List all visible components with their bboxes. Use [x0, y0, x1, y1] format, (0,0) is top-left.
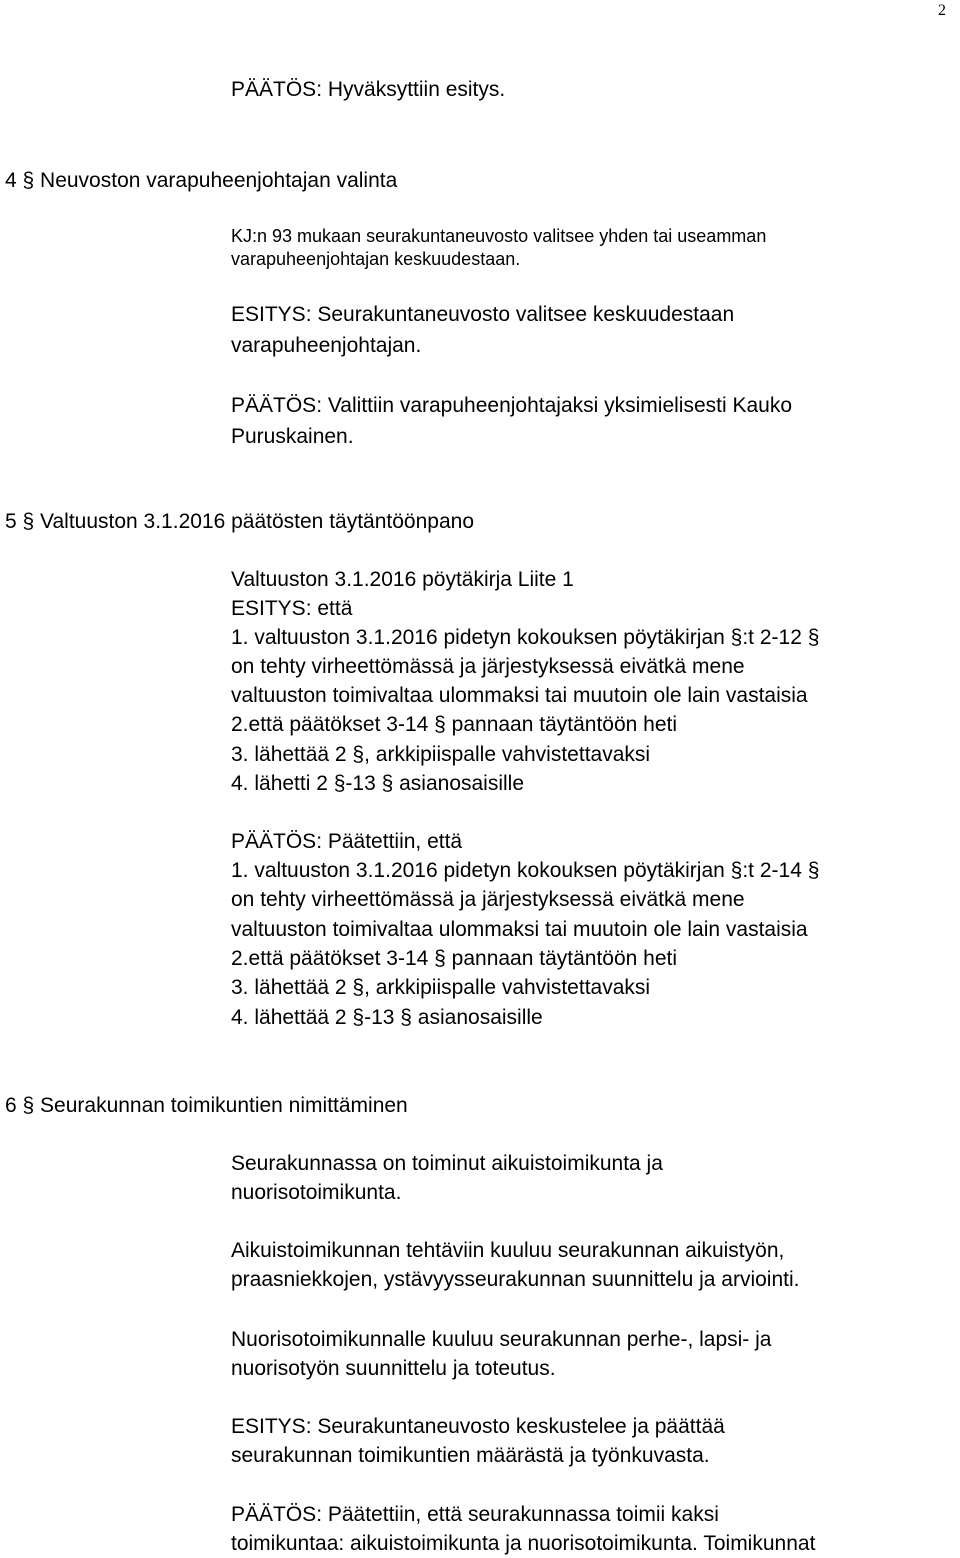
body-line: Valtuuston 3.1.2016 pöytäkirja Liite 1 [231, 568, 574, 591]
list-line: 3. lähettää 2 §, arkkipiispalle vahvistettavaksi [231, 743, 651, 766]
proposal-line: ESITYS: Seurakuntaneuvosto keskustelee ja päättää [231, 1415, 725, 1438]
list-line: 2.että päätökset 3-14 § pannaan täytäntöön heti [231, 947, 678, 970]
list-line: on tehty virheettömässä ja järjestyksessä eivätkä mene [231, 655, 745, 678]
list-line: valtuuston toimivaltaa ulommaksi tai muutoin ole lain vastaisia [231, 918, 808, 941]
body-line: KJ:n 93 mukaan seurakuntaneuvosto valitsee yhden tai useamman [231, 226, 767, 246]
decision-line: Puruskainen. [231, 425, 354, 448]
decision-line: PÄÄTÖS: Päätettiin, että [231, 830, 463, 853]
list-line: 4. lähettää 2 §-13 § asianosaisille [231, 1006, 543, 1029]
list-line: 3. lähettää 2 §, arkkipiispalle vahvistettavaksi [231, 976, 651, 999]
proposal-line: ESITYS: että [231, 597, 353, 620]
body-line: Nuorisotoimikunnalle kuuluu seurakunnan perhe-, lapsi- ja [231, 1328, 772, 1351]
page-number: 2 [938, 2, 946, 19]
list-line: 1. valtuuston 3.1.2016 pidetyn kokouksen pöytäkirjan §:t 2-12 § [231, 626, 820, 649]
proposal-line: ESITYS: Seurakuntaneuvosto valitsee keskuudestaan [231, 303, 735, 326]
decision-line: PÄÄTÖS: Päätettiin, että seurakunnassa toimii kaksi [231, 1503, 719, 1526]
body-line: nuorisotoimikunta. [231, 1181, 402, 1204]
proposal-line: seurakunnan toimikuntien määrästä ja työnkuvasta. [231, 1444, 710, 1467]
body-line: praasniekkojen, ystävyysseurakunnan suunnittelu ja arviointi. [231, 1268, 800, 1291]
decision-line: PÄÄTÖS: Valittiin varapuheenjohtajaksi yksimielisesti Kauko [231, 394, 793, 417]
decision-line: toimikuntaa: aikuistoimikunta ja nuorisotoimikunta. Toimikunnat [231, 1532, 816, 1555]
decision-line: PÄÄTÖS: Hyväksyttiin esitys. [231, 78, 506, 101]
body-line: nuorisotyön suunnittelu ja toteutus. [231, 1357, 556, 1380]
section-heading-6: 6 § Seurakunnan toimikuntien nimittäminen [5, 1094, 408, 1117]
body-line: varapuheenjohtajan keskuudestaan. [231, 249, 521, 269]
body-line: Seurakunnassa on toiminut aikuistoimikunta ja [231, 1152, 663, 1175]
list-line: on tehty virheettömässä ja järjestyksessä eivätkä mene [231, 888, 745, 911]
section-heading-4: 4 § Neuvoston varapuheenjohtajan valinta [5, 169, 398, 192]
proposal-line: varapuheenjohtajan. [231, 334, 422, 357]
list-line: 4. lähetti 2 §-13 § asianosaisille [231, 772, 525, 795]
list-line: 1. valtuuston 3.1.2016 pidetyn kokouksen pöytäkirjan §:t 2-14 § [231, 859, 820, 882]
list-line: valtuuston toimivaltaa ulommaksi tai muutoin ole lain vastaisia [231, 684, 808, 707]
list-line: 2.että päätökset 3-14 § pannaan täytäntöön heti [231, 713, 678, 736]
section-heading-5: 5 § Valtuuston 3.1.2016 päätösten täytäntöönpano [5, 510, 474, 533]
body-line: Aikuistoimikunnan tehtäviin kuuluu seurakunnan aikuistyön, [231, 1239, 785, 1262]
